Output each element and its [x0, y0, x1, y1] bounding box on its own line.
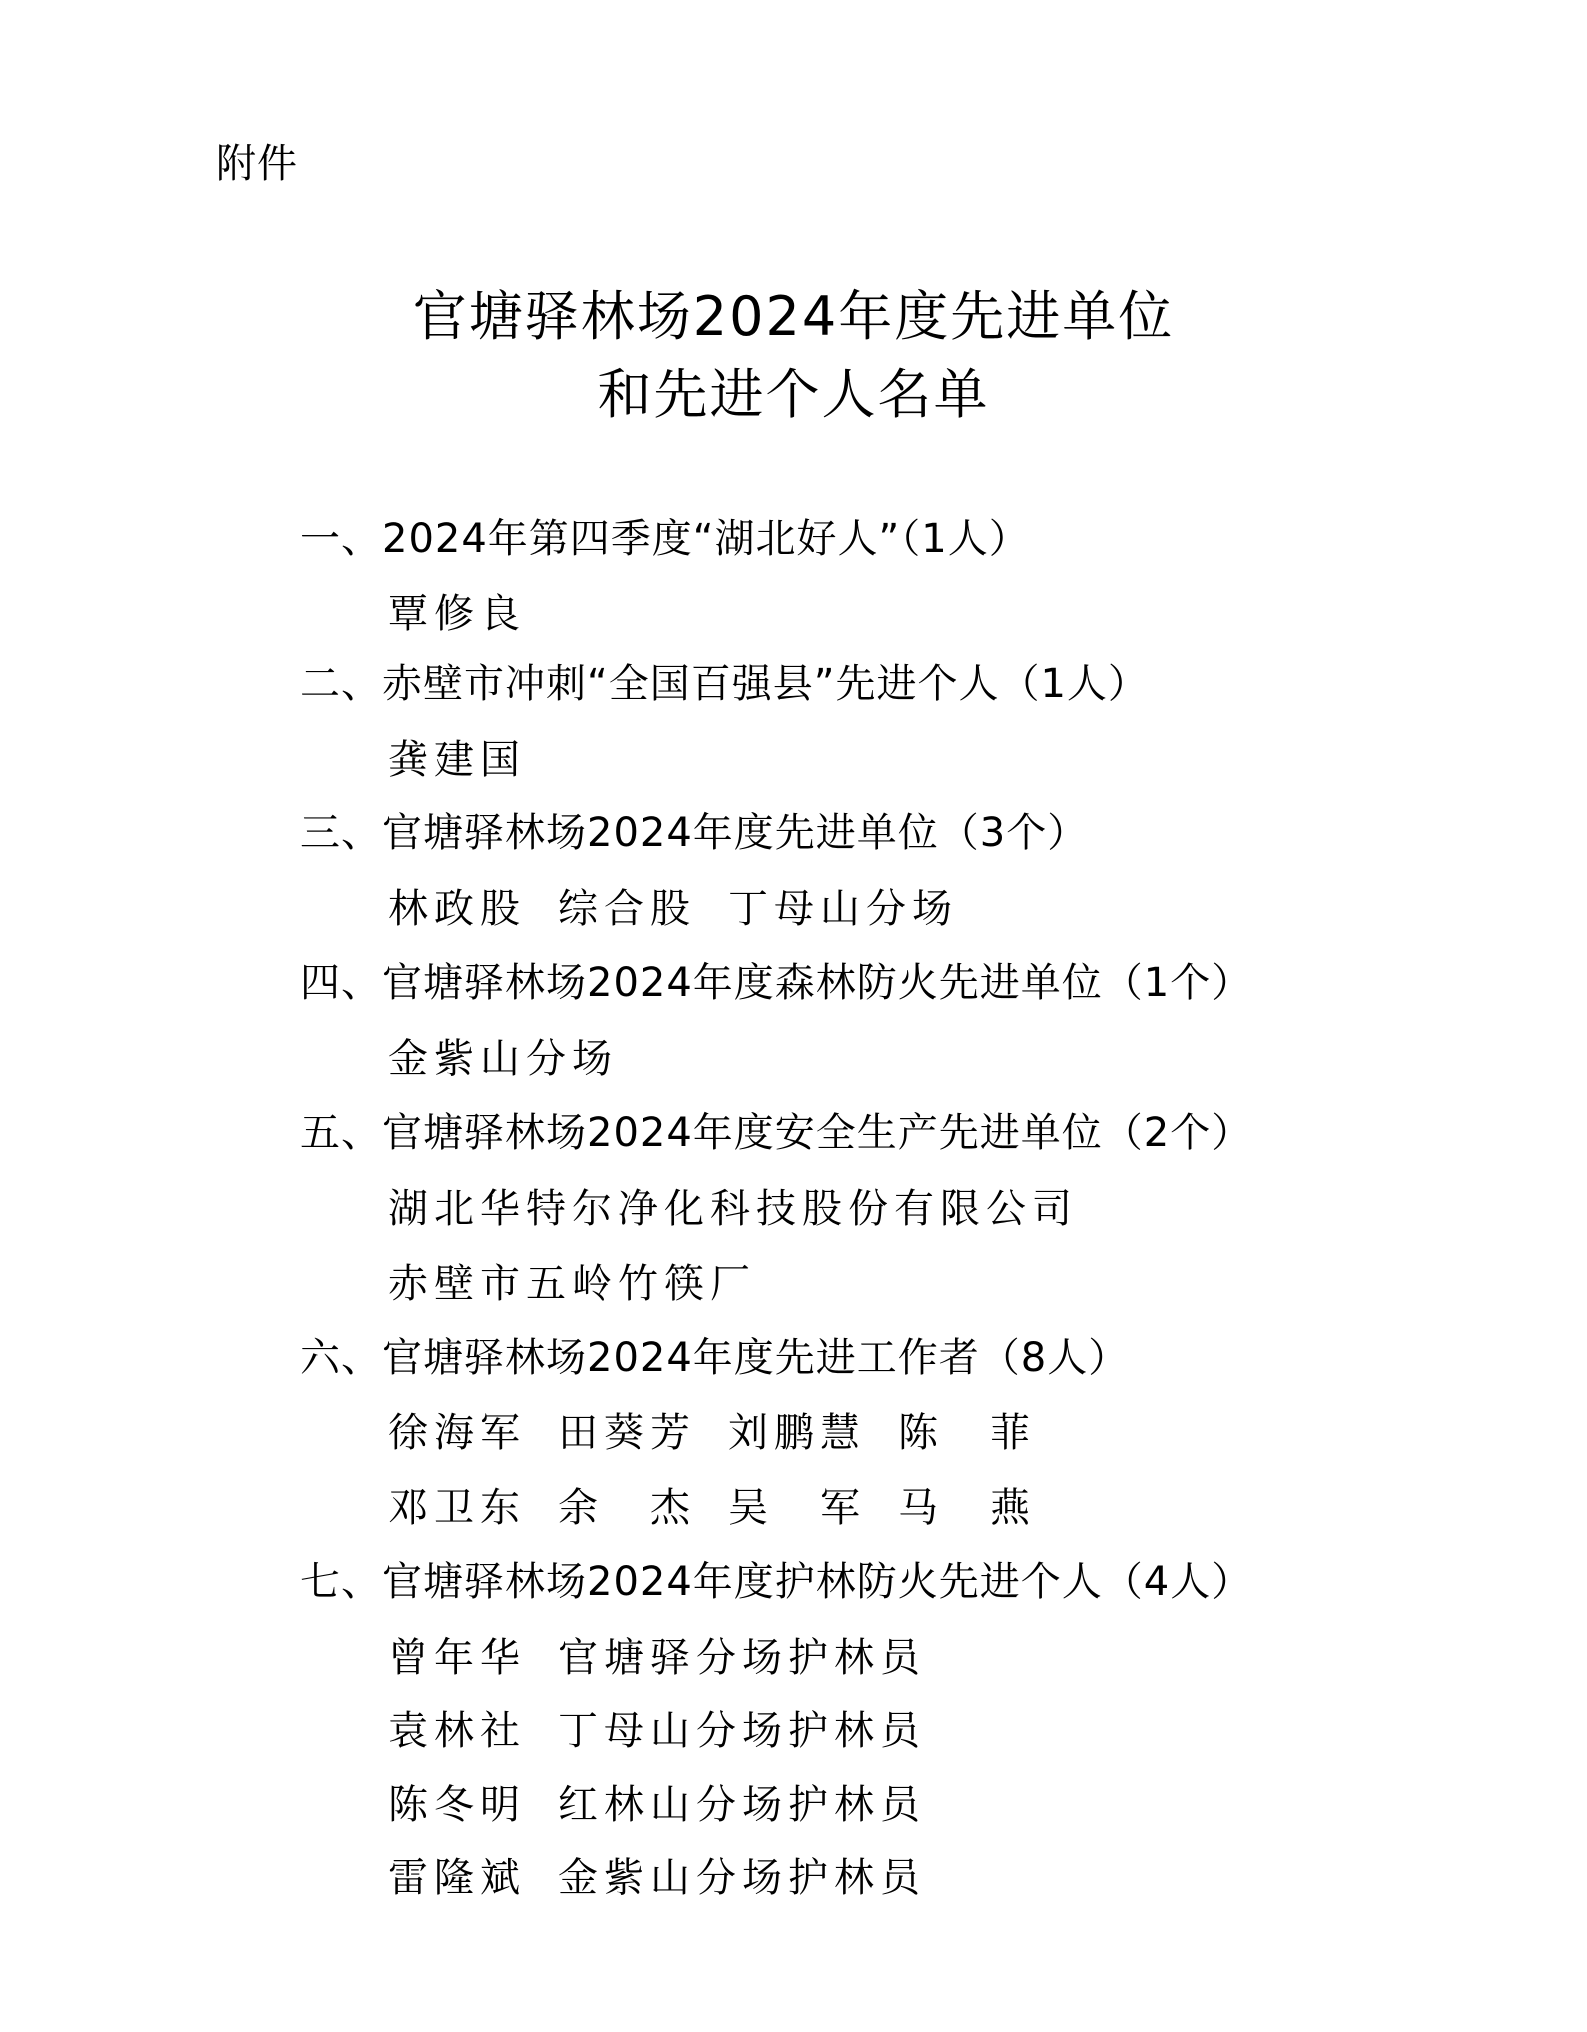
unit-name: 综合股 [558, 886, 696, 932]
document-title [0, 278, 1587, 434]
section-5-unit-2: 赤壁市五岭竹筷厂 [388, 1261, 756, 1307]
section-7-row-2 [388, 1706, 926, 1756]
ranger-role: 金紫山分场护林员 [558, 1855, 926, 1901]
ranger-name: 陈冬明 [388, 1782, 526, 1828]
ranger-name: 袁林社 [388, 1708, 526, 1754]
worker-name: 马 燕 [898, 1485, 1036, 1531]
ranger-role: 丁母山分场护林员 [558, 1708, 926, 1754]
title-line-2: 和先进个人名单 [597, 363, 990, 426]
section-heading-1: 一、2024年第四季度“湖北好人”（1人） [300, 516, 1030, 562]
unit-name: 丁母山分场 [728, 886, 958, 932]
section-5-unit-1: 湖北华特尔净化科技股份有限公司 [388, 1186, 1078, 1232]
title-line-1: 官塘驿林场2024年度先进单位 [412, 285, 1175, 348]
ranger-role: 红林山分场护林员 [558, 1782, 926, 1828]
section-3-units-row [388, 884, 958, 934]
section-4-unit: 金紫山分场 [388, 1036, 618, 1082]
unit-name: 林政股 [388, 886, 526, 932]
section-heading-6: 六、官塘驿林场2024年度先进工作者（8人） [300, 1335, 1130, 1381]
worker-name: 徐海军 [388, 1410, 526, 1456]
section-6-row-2 [388, 1483, 1036, 1533]
section-1-name: 覃修良 [388, 591, 526, 637]
worker-name: 刘鹏慧 [728, 1410, 866, 1456]
worker-name: 吴 军 [728, 1485, 866, 1531]
section-heading-5: 五、官塘驿林场2024年度安全生产先进单位（2个） [300, 1110, 1253, 1156]
section-heading-7: 七、官塘驿林场2024年度护林防火先进个人（4人） [300, 1559, 1253, 1605]
section-heading-3: 三、官塘驿林场2024年度先进单位（3个） [300, 810, 1089, 856]
worker-name: 陈 菲 [898, 1410, 1036, 1456]
worker-name: 余 杰 [558, 1485, 696, 1531]
section-heading-4: 四、官塘驿林场2024年度森林防火先进单位（1个） [300, 960, 1253, 1006]
section-7-row-4 [388, 1853, 926, 1903]
section-6-row-1 [388, 1408, 1036, 1458]
attachment-label: 附件 [216, 141, 298, 187]
ranger-role: 官塘驿分场护林员 [558, 1635, 926, 1681]
section-2-name: 龚建国 [388, 737, 526, 783]
ranger-name: 曾年华 [388, 1635, 526, 1681]
section-heading-2: 二、赤壁市冲刺“全国百强县”先进个人（1人） [300, 661, 1149, 707]
worker-name: 邓卫东 [388, 1485, 526, 1531]
section-7-row-1 [388, 1633, 926, 1683]
worker-name: 田葵芳 [558, 1410, 696, 1456]
section-7-row-3 [388, 1780, 926, 1830]
ranger-name: 雷隆斌 [388, 1855, 526, 1901]
